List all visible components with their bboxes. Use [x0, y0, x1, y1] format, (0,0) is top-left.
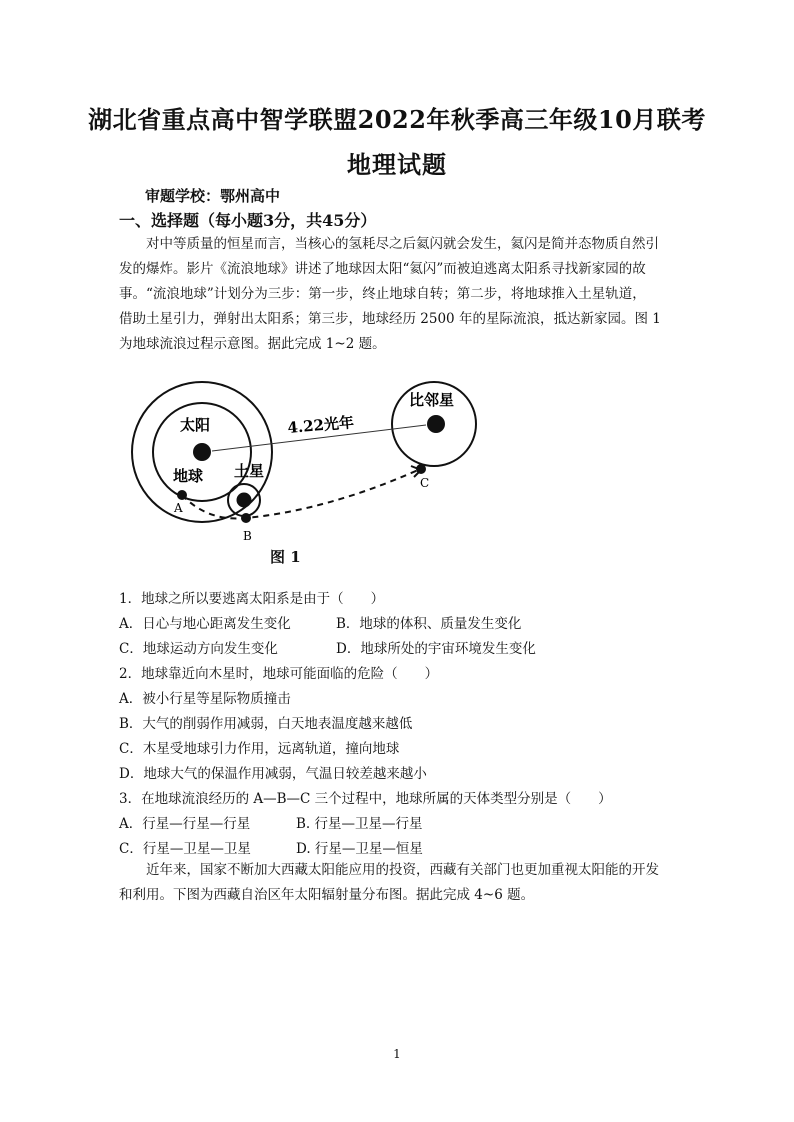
question-2-option-d: D．地球大气的保温作用减弱，气温日较差越来越小	[119, 766, 427, 782]
figure-1-diagram	[128, 370, 488, 545]
question-1-stem: 1．地球之所以要逃离太阳系是由于（ ）	[119, 591, 385, 607]
passage-line: 借助土星引力，弹射出太阳系；第三步，地球经历 2500 年的星际流浪，抵达新家园。图 1	[119, 311, 661, 327]
saturn-label: 土星	[234, 462, 265, 480]
review-school: 审题学校：鄂州高中	[145, 187, 281, 205]
passage-line: 和利用。下图为西藏自治区年太阳辐射量分布图。据此完成 4~6 题。	[119, 887, 535, 903]
exam-title: 湖北省重点高中智学联盟2022年秋季高三年级10月联考	[88, 105, 706, 134]
question-3-option-d: D. 行星—卫星—恒星	[296, 841, 423, 857]
passage-line: 为地球流浪过程示意图。据此完成 1~2 题。	[119, 336, 386, 352]
distance-label: 4.22光年	[286, 413, 355, 437]
question-1-option-a: A．日心与地心距离发生变化	[119, 616, 291, 632]
passage-1	[119, 232, 685, 357]
figure-caption: 图 1	[270, 548, 301, 566]
passage-line: 对中等质量的恒星而言，当核心的氢耗尽之后氦闪就会发生，氦闪是简并态物质自然引	[146, 236, 659, 252]
question-3-option-c: C．行星—卫星—卫星	[119, 841, 251, 857]
proxima-dot	[427, 415, 445, 433]
question-1-option-c: C．地球运动方向发生变化	[119, 641, 278, 657]
question-3-option-a: A．行星—行星—行星	[119, 816, 251, 832]
question-2-stem: 2．地球靠近向木星时，地球可能面临的危险（ ）	[119, 666, 439, 682]
question-3-stem: 3．在地球流浪经历的 A—B—C 三个过程中，地球所属的天体类型分别是（ ）	[119, 791, 612, 807]
question-2-option-c: C．木星受地球引力作用，远离轨道，撞向地球	[119, 741, 400, 757]
point-b-label: B	[243, 529, 252, 543]
passage-line: 发的爆炸。影片《流浪地球》讲述了地球因太阳“氦闪”而被迫逃离太阳系寻找新家园的故	[119, 261, 646, 277]
proxima-label: 比邻星	[409, 391, 455, 409]
point-a-dot	[177, 490, 187, 500]
point-a-label: A	[174, 501, 183, 515]
page-number: 1	[393, 1047, 401, 1061]
flight-path	[182, 470, 418, 519]
point-c-dot	[416, 464, 426, 474]
sun-dot	[193, 443, 211, 461]
point-b-dot	[241, 513, 251, 523]
section-heading: 一、选择题（每小题3分，共45分）	[119, 211, 377, 230]
question-1-option-d: D．地球所处的宇宙环境发生变化	[336, 641, 536, 657]
exam-subject-title: 地理试题	[347, 150, 447, 179]
question-3-option-b: B. 行星—卫星—行星	[296, 816, 423, 832]
earth-label: 地球	[173, 467, 204, 485]
question-1-option-b: B．地球的体积、质量发生变化	[336, 616, 522, 632]
sun-label: 太阳	[180, 416, 211, 434]
passage-2	[119, 858, 685, 908]
passage-line: 近年来，国家不断加大西藏太阳能应用的投资，西藏有关部门也更加重视太阳能的开发	[146, 862, 659, 878]
passage-line: 事。“流浪地球”计划分为三步：第一步，终止地球自转；第二步，将地球推入土星轨道，	[119, 286, 646, 302]
question-2-option-a: A．被小行星等星际物质撞击	[119, 691, 291, 707]
saturn-dot	[237, 493, 252, 508]
question-2-option-b: B．大气的削弱作用减弱，白天地表温度越来越低	[119, 716, 413, 732]
point-c-label: C	[420, 476, 430, 490]
